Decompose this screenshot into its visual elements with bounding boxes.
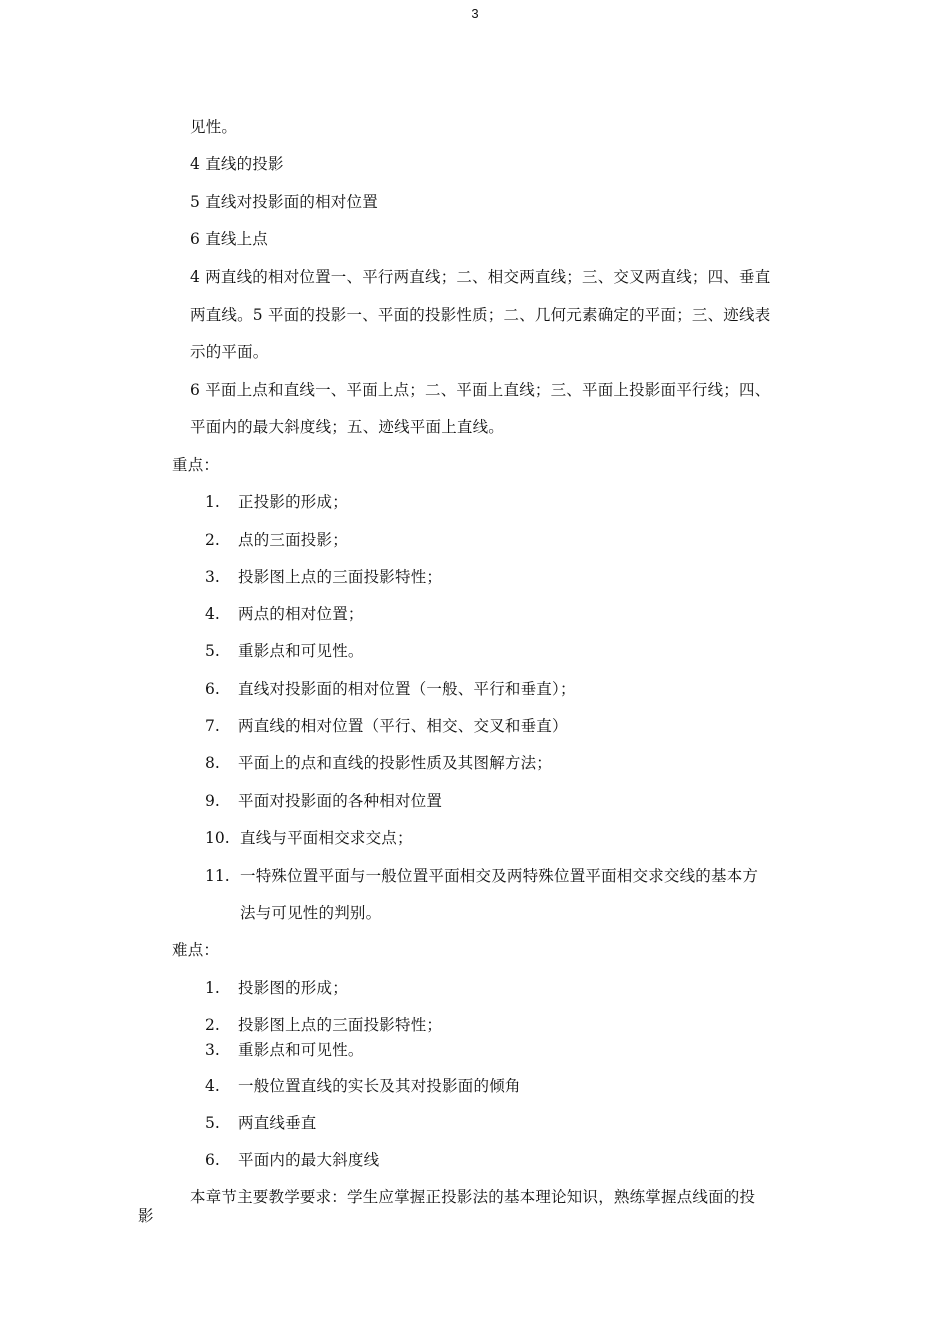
difficult-point-item: 两直线垂直 xyxy=(238,1114,317,1132)
intro-line: 4 直线的投影 xyxy=(190,155,284,173)
difficult-points-heading: 难点： xyxy=(172,941,220,959)
key-points-heading: 重点： xyxy=(172,456,220,474)
list-number: 10. xyxy=(205,829,230,847)
intro-line: 4 两直线的相对位置一、平行两直线；二、相交两直线；三、交叉两直线；四、垂直 xyxy=(190,268,771,286)
key-point-item: 两直线的相对位置（平行、相交、交叉和垂直） xyxy=(238,717,568,735)
intro-line: 6 直线上点 xyxy=(190,230,268,248)
intro-line: 见性。 xyxy=(190,118,238,136)
list-number: 3. xyxy=(205,1041,220,1059)
intro-line: 6 平面上点和直线一、平面上点；二、平面上直线；三、平面上投影面平行线；四、 xyxy=(190,381,771,399)
list-number: 11. xyxy=(205,867,230,885)
list-number: 4. xyxy=(205,605,220,623)
key-point-item: 平面对投影面的各种相对位置 xyxy=(238,792,443,810)
key-point-item: 平面上的点和直线的投影性质及其图解方法； xyxy=(238,754,553,772)
key-point-item: 投影图上点的三面投影特性； xyxy=(238,568,443,586)
key-point-item: 重影点和可见性。 xyxy=(238,642,364,660)
page-number: 3 xyxy=(471,6,479,21)
closing-paragraph-line: 本章节主要教学要求：学生应掌握正投影法的基本理论知识，熟练掌握点线面的投 xyxy=(190,1188,756,1206)
list-number: 8. xyxy=(205,754,220,772)
list-number: 9. xyxy=(205,792,220,810)
difficult-point-item: 投影图的形成； xyxy=(238,979,348,997)
list-number: 6. xyxy=(205,1151,220,1169)
key-point-item-continuation: 法与可见性的判别。 xyxy=(240,904,382,922)
difficult-point-item: 投影图上点的三面投影特性； xyxy=(238,1016,443,1034)
key-point-item: 直线对投影面的相对位置（一般、平行和垂直）； xyxy=(238,680,576,698)
list-number: 2. xyxy=(205,531,220,549)
list-number: 4. xyxy=(205,1077,220,1095)
closing-paragraph-line: 影 xyxy=(138,1207,154,1225)
key-point-item: 一特殊位置平面与一般位置平面相交及两特殊位置平面相交求交线的基本方 xyxy=(240,867,759,885)
list-number: 2. xyxy=(205,1016,220,1034)
difficult-point-item: 重影点和可见性。 xyxy=(238,1041,364,1059)
key-point-item: 正投影的形成； xyxy=(238,493,348,511)
list-number: 7. xyxy=(205,717,220,735)
key-point-item: 两点的相对位置； xyxy=(238,605,364,623)
list-number: 5. xyxy=(205,1114,220,1132)
key-point-item: 直线与平面相交求交点； xyxy=(240,829,413,847)
key-point-item: 点的三面投影； xyxy=(238,531,348,549)
list-number: 5. xyxy=(205,642,220,660)
list-number: 6. xyxy=(205,680,220,698)
intro-line: 两直线。5 平面的投影一、平面的投影性质；二、几何元素确定的平面；三、迹线表 xyxy=(190,306,771,324)
list-number: 3. xyxy=(205,568,220,586)
list-number: 1. xyxy=(205,493,220,511)
intro-line: 平面内的最大斜度线；五、迹线平面上直线。 xyxy=(190,418,505,436)
list-number: 1. xyxy=(205,979,220,997)
difficult-point-item: 平面内的最大斜度线 xyxy=(238,1151,380,1169)
intro-line: 示的平面。 xyxy=(190,343,269,361)
difficult-point-item: 一般位置直线的实长及其对投影面的倾角 xyxy=(238,1077,521,1095)
intro-line: 5 直线对投影面的相对位置 xyxy=(190,193,378,211)
